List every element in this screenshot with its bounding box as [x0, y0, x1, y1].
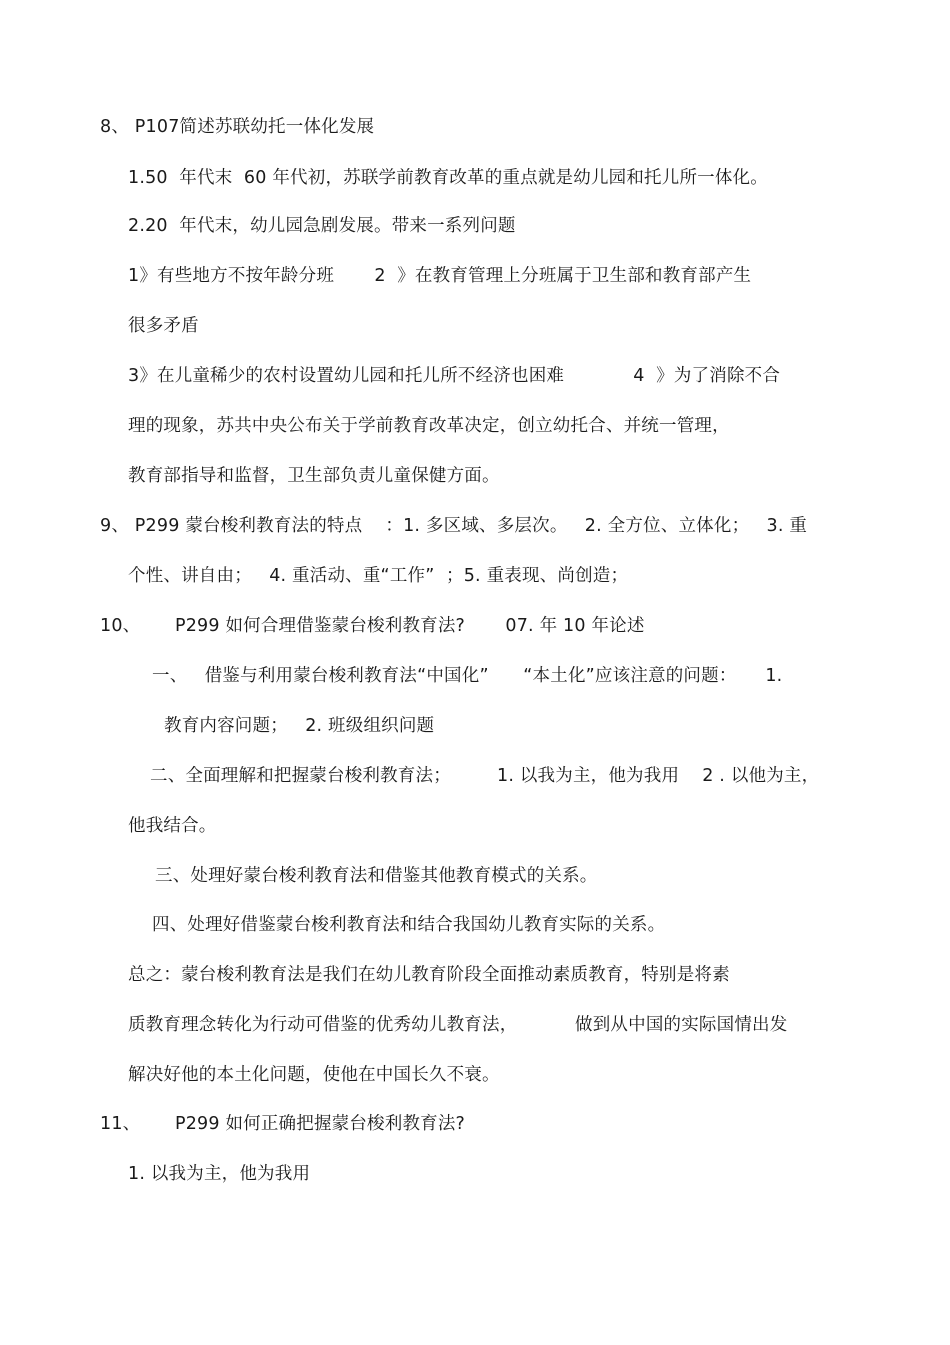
text-line: 1》有些地方不按年龄分班 2 》在教育管理上分班属于卫生部和教育部产生	[128, 266, 752, 286]
text-line: 1.50 年代末 60 年代初，苏联学前教育改革的重点就是幼儿园和托儿所一体化。	[128, 168, 768, 188]
text-line: 三、处理好蒙台梭利教育法和借鉴其他教育模式的关系。	[155, 866, 598, 886]
heading-q11: 11、 P299 如何正确把握蒙台梭利教育法?	[100, 1114, 466, 1134]
text-line: 个性、讲自由； 4. 重活动、重“工作” ；5. 重表现、尚创造；	[128, 566, 629, 586]
text-line: 2.20 年代末，幼儿园急剧发展。带来一系列问题	[128, 216, 516, 236]
text-line: 很多矛盾	[128, 316, 199, 336]
heading-q8: 8、 P107简述苏联幼托一体化发展	[100, 117, 375, 137]
heading-q9: 9、 P299 蒙台梭利教育法的特点 ：1. 多区域、多层次。 2. 全方位、立体化； 3. 重	[100, 516, 808, 536]
text-line: 教育部指导和监督，卫生部负责儿童保健方面。	[128, 466, 500, 486]
text-line: 二、全面理解和把握蒙台梭利教育法； 1. 以我为主，他为我用 2 . 以他为主，	[150, 766, 820, 786]
heading-q10: 10、 P299 如何合理借鉴蒙台梭利教育法? 07. 年 10 年论述	[100, 616, 645, 636]
text-line: 他我结合。	[128, 816, 217, 836]
text-line: 解决好他的本土化问题，使他在中国长久不衰。	[128, 1065, 500, 1085]
text-line: 3》在儿童稀少的农村设置幼儿园和托儿所不经济也困难 4 》为了消除不合	[128, 366, 781, 386]
text-line: 质教育理念转化为行动可借鉴的优秀幼儿教育法， 做到从中国的实际国情出发	[128, 1015, 788, 1035]
text-line: 教育内容问题； 2. 班级组织问题	[164, 716, 435, 736]
text-line: 一、 借鉴与利用蒙台梭利教育法“中国化” “本土化”应该注意的问题： 1.	[152, 666, 783, 686]
text-line: 1. 以我为主，他为我用	[128, 1164, 311, 1184]
text-line: 总之：蒙台梭利教育法是我们在幼儿教育阶段全面推动素质教育，特别是将素	[128, 965, 730, 985]
text-line: 四、处理好借鉴蒙台梭利教育法和结合我国幼儿教育实际的关系。	[152, 915, 666, 935]
text-line: 理的现象，苏共中央公布关于学前教育改革决定，创立幼托合、并统一管理，	[128, 416, 730, 436]
